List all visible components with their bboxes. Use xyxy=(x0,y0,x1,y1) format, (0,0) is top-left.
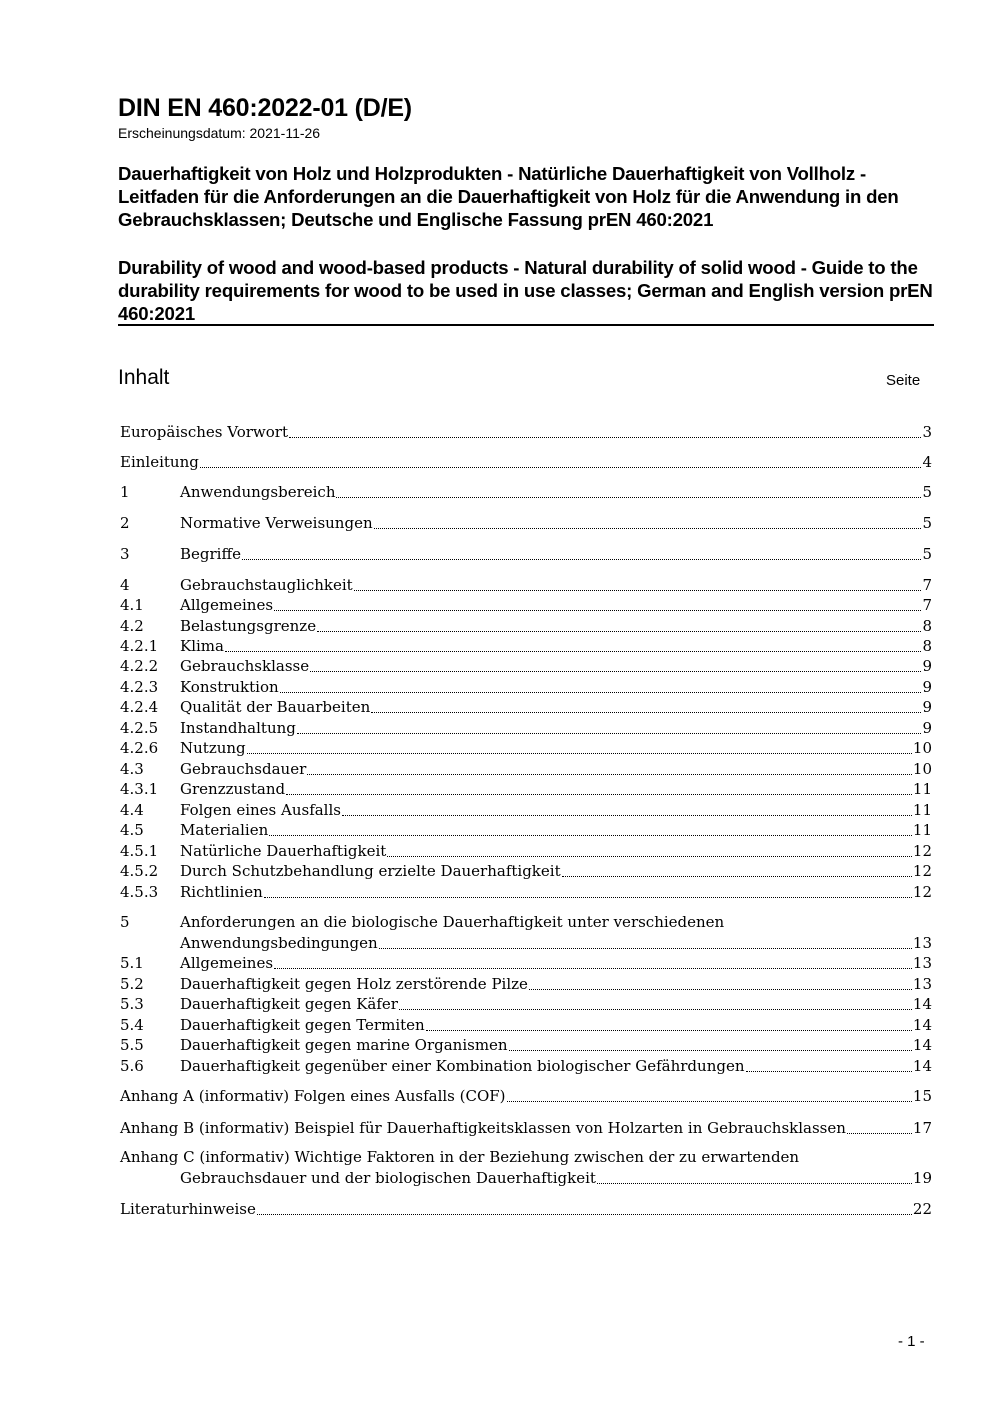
toc-entry-title: Anhang B (informativ) Beispiel für Dauerhaftigkeitsklassen von Holzarten in Gebrauchsklassen xyxy=(120,1119,846,1137)
toc-entry-number: 5.5 xyxy=(120,1036,144,1054)
toc-entry[interactable] xyxy=(120,453,932,472)
toc-leader-dots xyxy=(379,948,912,949)
toc-entry-number: 4.2.6 xyxy=(120,739,159,757)
toc-entry-number: 4.5.1 xyxy=(120,842,159,860)
toc-entry-page: 3 xyxy=(922,423,932,441)
toc-entry-title: Dauerhaftigkeit gegen Holz zerstörende Pilze xyxy=(180,975,528,993)
toc-leader-dots xyxy=(507,1101,912,1102)
toc-entry-number: 4.2.4 xyxy=(120,698,159,716)
toc-entry-title: Instandhaltung xyxy=(180,719,296,737)
toc-leader-dots xyxy=(371,712,921,713)
toc-entry-title: Normative Verweisungen xyxy=(180,514,373,532)
toc-heading: Inhalt xyxy=(118,366,170,389)
toc-leader-dots xyxy=(286,794,912,795)
toc-entry-page: 19 xyxy=(912,1169,932,1187)
toc-entry-page: 5 xyxy=(922,483,932,501)
toc-entry-page: 8 xyxy=(922,637,932,655)
toc-entry-number: 4.3 xyxy=(120,760,144,778)
toc-entry-number: 5 xyxy=(120,913,130,931)
publication-date: Erscheinungsdatum: 2021-11-26 xyxy=(118,125,321,141)
toc-entry[interactable] xyxy=(120,821,932,840)
toc-entry-title: Nutzung xyxy=(180,739,246,757)
toc-entry-number: 2 xyxy=(120,514,130,532)
toc-entry-page: 9 xyxy=(922,657,932,675)
document-title: DIN EN 460:2022-01 (D/E) xyxy=(118,94,412,122)
toc-leader-dots xyxy=(562,876,912,877)
toc-entry[interactable] xyxy=(120,1200,932,1219)
toc-entry-title: Anwendungsbedingungen xyxy=(180,934,378,952)
toc-entry-page: 12 xyxy=(912,842,932,860)
toc-entry-number: 1 xyxy=(120,483,130,501)
toc-leader-dots xyxy=(307,774,912,775)
toc-entry[interactable] xyxy=(120,617,932,636)
toc-entry[interactable] xyxy=(120,780,932,799)
toc-entry-title: Natürliche Dauerhaftigkeit xyxy=(180,842,387,860)
toc-entry-page: 13 xyxy=(912,975,932,993)
toc-entry-title: Folgen eines Ausfalls xyxy=(180,801,341,819)
toc-entry-title-line1: Anforderungen an die biologische Dauerhaftigkeit unter verschiedenen xyxy=(180,913,725,931)
toc-entry[interactable] xyxy=(120,678,932,697)
toc-entry[interactable] xyxy=(120,657,932,676)
toc-entry-title: Qualität der Bauarbeiten xyxy=(180,698,371,716)
toc-entry-page: 11 xyxy=(912,821,932,839)
toc-entry-page: 9 xyxy=(922,678,932,696)
toc-entry-number: 5.1 xyxy=(120,954,144,972)
toc-leader-dots xyxy=(274,610,921,611)
toc-entry[interactable] xyxy=(120,975,932,994)
toc-entry-title: Konstruktion xyxy=(180,678,279,696)
toc-entry-number: 4.2.1 xyxy=(120,637,159,655)
toc-entry-page: 9 xyxy=(922,698,932,716)
toc-leader-dots xyxy=(310,671,921,672)
toc-entry-page: 8 xyxy=(922,617,932,635)
toc-entry-title: Einleitung xyxy=(120,453,199,471)
toc-entry-page: 10 xyxy=(912,739,932,757)
toc-entry-title: Richtlinien xyxy=(180,883,263,901)
toc-entry-title: Begriffe xyxy=(180,545,242,563)
toc-leader-dots xyxy=(374,528,922,529)
toc-entry-title: Anwendungsbereich xyxy=(180,483,336,501)
toc-entry-page: 7 xyxy=(922,576,932,594)
title-english: Durability of wood and wood-based products - Natural durability of solid wood - Guide to the durability requirements for wood to be used in use classes; German and English version prEN 460:2021 xyxy=(118,257,933,324)
toc-entry-title: Grenzzustand xyxy=(180,780,286,798)
toc-entry-title: Materialien xyxy=(180,821,269,839)
toc-entry-number: 4.5 xyxy=(120,821,144,839)
toc-entry[interactable] xyxy=(120,545,932,564)
page-number: - 1 - xyxy=(898,1333,925,1350)
toc-entry[interactable] xyxy=(120,576,932,595)
toc-entry[interactable] xyxy=(120,719,932,738)
toc-entry-page: 11 xyxy=(912,780,932,798)
toc-leader-dots xyxy=(529,989,912,990)
toc-entry[interactable] xyxy=(120,1087,932,1106)
toc-entry-page: 5 xyxy=(922,514,932,532)
toc-entry[interactable] xyxy=(120,995,932,1014)
toc-entry[interactable] xyxy=(120,1016,932,1035)
toc-entry[interactable] xyxy=(120,739,932,758)
toc-leader-dots xyxy=(242,559,921,560)
toc-entry[interactable] xyxy=(120,1057,932,1076)
toc-entry-page: 14 xyxy=(912,1036,932,1054)
toc-entry-number: 5.4 xyxy=(120,1016,144,1034)
toc-entry-title: Gebrauchsdauer und der biologischen Dauerhaftigkeit xyxy=(180,1169,596,1187)
toc-leader-dots xyxy=(264,897,912,898)
toc-entry-title: Europäisches Vorwort xyxy=(120,423,288,441)
toc-entry-page: 12 xyxy=(912,862,932,880)
title-german: Dauerhaftigkeit von Holz und Holzprodukten - Natürliche Dauerhaftigkeit von Vollholz - Leitfaden für die Anforderungen an die Dauerhaftigkeit von Holz für die Anwendung in den Gebrauchsklassen; Deutsche und Englische Fassung prEN 460:2021 xyxy=(118,163,899,230)
toc-entry-number: 4.5.2 xyxy=(120,862,159,880)
toc-leader-dots xyxy=(289,437,921,438)
toc-entry-number: 4 xyxy=(120,576,130,594)
toc-entry[interactable] xyxy=(120,801,932,820)
toc-entry-page: 9 xyxy=(922,719,932,737)
toc-entry-title: Belastungsgrenze xyxy=(180,617,317,635)
toc-entry-title: Dauerhaftigkeit gegen Käfer xyxy=(180,995,398,1013)
toc-entry-title: Gebrauchsdauer xyxy=(180,760,307,778)
toc-leader-dots xyxy=(399,1009,912,1010)
toc-entry-number: 3 xyxy=(120,545,130,563)
toc-leader-dots xyxy=(387,856,912,857)
toc-leader-dots xyxy=(257,1214,912,1215)
toc-entry-title: Allgemeines xyxy=(180,596,274,614)
toc-entry-first-line[interactable] xyxy=(120,1148,799,1167)
toc-entry[interactable] xyxy=(120,934,932,953)
toc-entry[interactable] xyxy=(120,423,932,442)
toc-entry-page: 14 xyxy=(912,1057,932,1075)
toc-leader-dots xyxy=(342,815,912,816)
toc-entry-title: Literaturhinweise xyxy=(120,1200,256,1218)
toc-entry[interactable] xyxy=(120,842,932,861)
toc-entry[interactable] xyxy=(120,637,932,656)
toc-entry-number: 4.1 xyxy=(120,596,144,614)
toc-entry-title: Anhang A (informativ) Folgen eines Ausfalls (COF) xyxy=(120,1087,506,1105)
toc-leader-dots xyxy=(317,631,921,632)
toc-entry[interactable] xyxy=(120,883,932,902)
toc-page-label: Seite xyxy=(886,372,921,389)
toc-leader-dots xyxy=(269,835,912,836)
toc-entry[interactable] xyxy=(120,1169,932,1188)
toc-leader-dots xyxy=(280,692,922,693)
toc-entry-number: 4.2.3 xyxy=(120,678,159,696)
toc-entry-number: 5.3 xyxy=(120,995,144,1013)
toc-entry-title: Dauerhaftigkeit gegen marine Organismen xyxy=(180,1036,508,1054)
toc-leader-dots xyxy=(426,1030,912,1031)
toc-entry-number: 4.4 xyxy=(120,801,144,819)
toc-entry-page: 14 xyxy=(912,1016,932,1034)
toc-leader-dots xyxy=(597,1183,912,1184)
toc-entry-title: Allgemeines xyxy=(180,954,274,972)
toc-entry[interactable] xyxy=(120,596,932,615)
toc-leader-dots xyxy=(509,1050,912,1051)
toc-leader-dots xyxy=(847,1133,912,1134)
toc-entry-number: 4.2 xyxy=(120,617,144,635)
toc-entry-title: Gebrauchsklasse xyxy=(180,657,310,675)
toc-entry-title: Dauerhaftigkeit gegen Termiten xyxy=(180,1016,425,1034)
toc-entry-title: Klima xyxy=(180,637,224,655)
toc-entry-number: 4.2.5 xyxy=(120,719,159,737)
toc-leader-dots xyxy=(247,753,912,754)
toc-entry-page: 15 xyxy=(912,1087,932,1105)
toc-entry[interactable] xyxy=(120,514,932,533)
toc-leader-dots xyxy=(297,733,922,734)
toc-entry-first-line[interactable] xyxy=(120,913,724,932)
toc-entry[interactable] xyxy=(120,954,932,973)
toc-entry-title: Dauerhaftigkeit gegenüber einer Kombination biologischer Gefährdungen xyxy=(180,1057,745,1075)
toc-leader-dots xyxy=(354,590,922,591)
toc-entry-title: Durch Schutzbehandlung erzielte Dauerhaftigkeit xyxy=(180,862,561,880)
toc-entry-number: 4.3.1 xyxy=(120,780,159,798)
toc-entry-page: 22 xyxy=(912,1200,932,1218)
toc-entry-page: 12 xyxy=(912,883,932,901)
toc-entry-page: 4 xyxy=(922,453,932,471)
toc-entry-number: 4.5.3 xyxy=(120,883,159,901)
toc-entry[interactable] xyxy=(120,1036,932,1055)
toc-entry-number: 4.2.2 xyxy=(120,657,159,675)
toc-entry-title-line1: Anhang C (informativ) Wichtige Faktoren in der Beziehung zwischen der zu erwartenden xyxy=(120,1148,800,1166)
toc-entry[interactable] xyxy=(120,1119,932,1138)
toc-leader-dots xyxy=(746,1071,912,1072)
toc-leader-dots xyxy=(200,467,922,468)
toc-entry[interactable] xyxy=(120,698,932,717)
toc-entry-page: 7 xyxy=(922,596,932,614)
toc-leader-dots xyxy=(336,497,921,498)
toc-entry[interactable] xyxy=(120,483,932,502)
toc-entry-number: 5.2 xyxy=(120,975,144,993)
toc-entry-page: 10 xyxy=(912,760,932,778)
toc-entry-page: 14 xyxy=(912,995,932,1013)
toc-entry-page: 13 xyxy=(912,954,932,972)
toc-entry[interactable] xyxy=(120,760,932,779)
toc-entry-number: 5.6 xyxy=(120,1057,144,1075)
toc-entry-title: Gebrauchstauglichkeit xyxy=(180,576,353,594)
toc-entry-page: 11 xyxy=(912,801,932,819)
toc-entry-page: 17 xyxy=(912,1119,932,1137)
toc-entry-page: 13 xyxy=(912,934,932,952)
toc-leader-dots xyxy=(274,968,912,969)
toc-entry[interactable] xyxy=(120,862,932,881)
toc-leader-dots xyxy=(225,651,921,652)
toc-entry-page: 5 xyxy=(922,545,932,563)
